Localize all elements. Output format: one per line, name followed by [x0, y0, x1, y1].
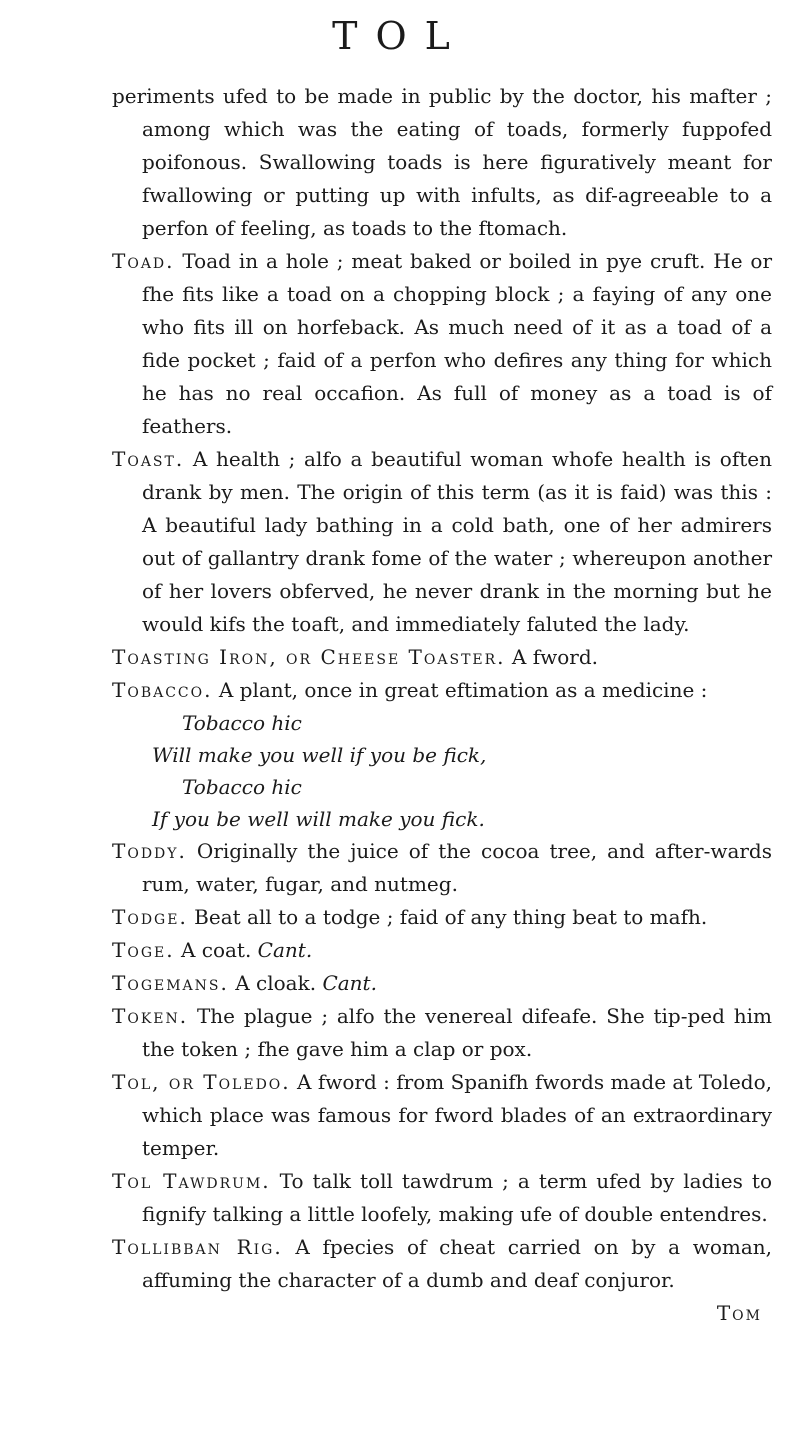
entry-tol [112, 1066, 772, 1165]
entry-tollibban-rig [112, 1231, 772, 1297]
headword: Toasting Iron, or Cheese Toaster. [112, 645, 506, 669]
headword: Toddy. [112, 839, 187, 863]
entry-toddy [112, 835, 772, 901]
entry-toast [112, 443, 772, 641]
running-header: TOL [332, 14, 468, 58]
headword: Tollibban Rig. [112, 1235, 283, 1259]
headword: Togemans. [112, 971, 229, 995]
entry-todge [112, 901, 772, 934]
entry-tol-tawdrum [112, 1165, 772, 1231]
headword: Tobacco. [112, 678, 213, 702]
catchword: Tom [716, 1301, 762, 1325]
verse-line: Tobacco hic [182, 711, 302, 735]
usage-note: Cant. [257, 938, 313, 962]
entry-text: A plant, once in great eftimation as a medicine : [218, 678, 708, 702]
entry-text: A cloak. [235, 971, 317, 995]
entry-continuation [112, 80, 772, 245]
entry-text: Toad in a hole ; meat baked or boiled in pye cruft. He or fhe fits like a toad on a chopping block ; a faying of any one who fits ill on horfeback. As much need of it as a toad of a fide pocket ; faid of a perfon who defires any thing for which he has no real occafion. As full of money as a toad is of feathers. [142, 249, 773, 438]
entry-token [112, 1000, 772, 1066]
entry-tobacco [112, 674, 772, 707]
headword: Tol Tawdrum. [112, 1169, 271, 1193]
entry-text: Originally the juice of the cocoa tree, and after-wards rum, water, fugar, and nutmeg. [142, 839, 772, 896]
entry-text: The plague ; alfo the venereal difeafe. She tip-ped him the token ; fhe gave him a clap or pox. [142, 1004, 773, 1061]
entry-text: A fpecies of cheat carried on by a woman, affuming the character of a dumb and deaf conjuror. [142, 1235, 772, 1292]
usage-note: Cant. [322, 971, 377, 995]
entry-text: A fword : from Spanifh fwords made at Toledo, which place was famous for fword blades of an extraordinary temper. [142, 1070, 772, 1160]
entry-text: A fword. [511, 645, 598, 669]
headword: Toast. [112, 447, 185, 471]
entry-text: Beat all to a todge ; faid of any thing beat to mafh. [194, 905, 708, 929]
verse-line: Will make you well if you be fick, [152, 743, 487, 767]
entry-text: To talk toll tawdrum ; a term ufed by ladies to fignify talking a little loofely, making ufe of double entendres. [142, 1169, 772, 1226]
entry-togemans [112, 967, 772, 1000]
headword: Toge. [112, 938, 175, 962]
headword: Token. [112, 1004, 189, 1028]
verse-line: If you be well will make you fick. [152, 807, 485, 831]
entry-text: A health ; alfo a beautiful woman whofe health is often drank by men. The origin of this term (as it is faid) was this : A beautiful lady bathing in a cold bath, one of her admirers out of gallantry drank fome of the water ; whereupon another of her lovers obferved, he never drank in the morning but he would kifs the toaft, and immediately faluted the lady. [142, 447, 772, 636]
dictionary-body [112, 80, 772, 1330]
headword: Tol, or Toledo. [112, 1070, 291, 1094]
entry-toge [112, 934, 772, 967]
entry-toad [112, 245, 772, 443]
entry-toasting-iron [112, 641, 772, 674]
verse-line: Tobacco hic [182, 775, 302, 799]
entry-text: A coat. [180, 938, 252, 962]
headword: Toad. [112, 249, 175, 273]
entry-text: periments ufed to be made in public by the doctor, his mafter ; among which was the eating of toads, formerly fuppofed poifonous. Swallowing toads is here figuratively meant for fwallowing or putting up with infults, as dif-agreeable to a perfon of feeling, as toads to the ftomach. [112, 84, 772, 240]
headword: Todge. [112, 905, 188, 929]
